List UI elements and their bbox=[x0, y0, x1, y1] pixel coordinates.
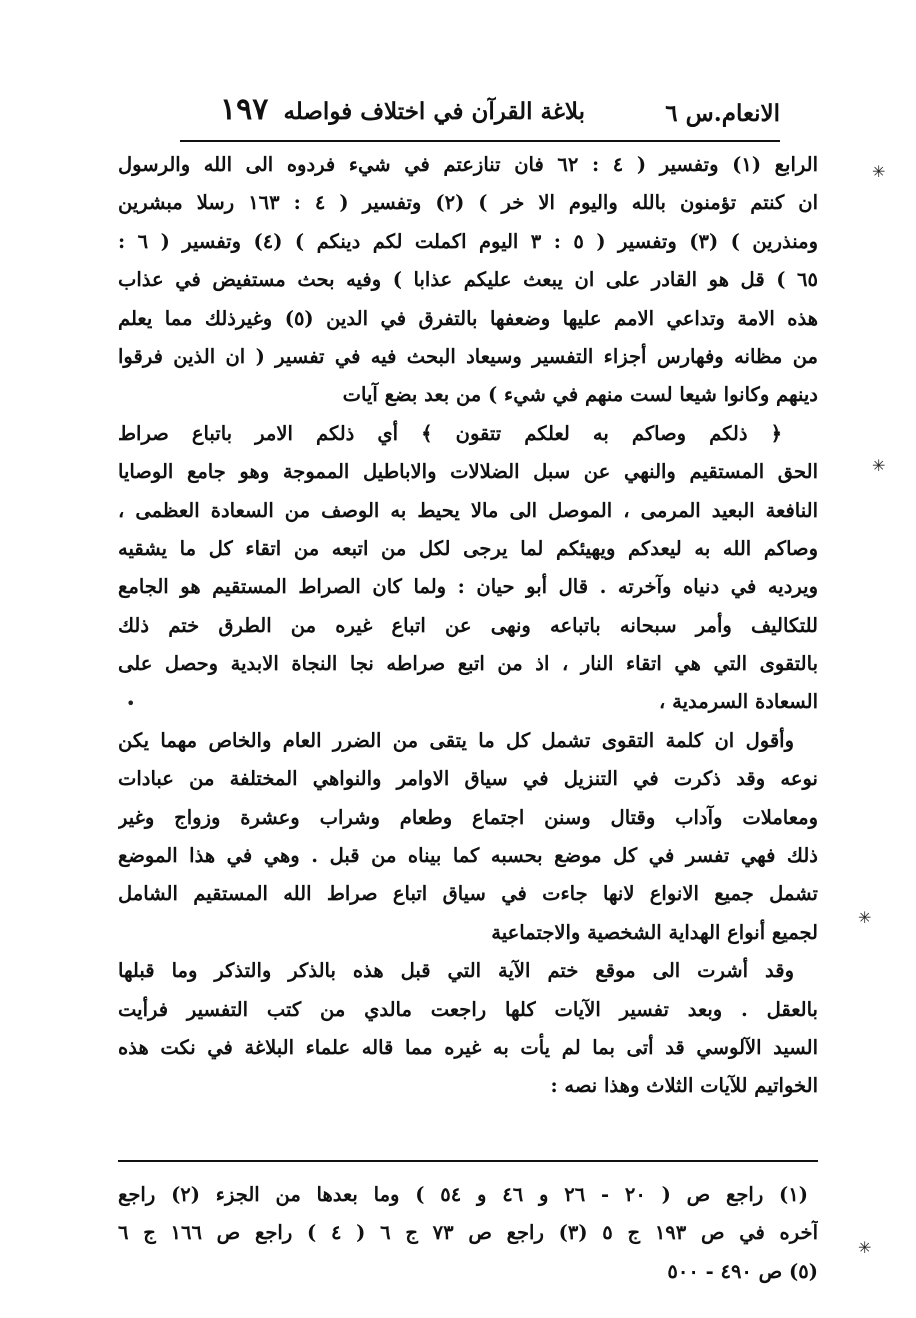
text-line: نوعه وقد ذكرت في التنزيل في سياق الاوامر والنواهي المختلفة من عبادات bbox=[118, 767, 818, 791]
page-header bbox=[180, 92, 780, 138]
page-number: ١٩٧ bbox=[220, 92, 269, 127]
text-line: وأقول ان كلمة التقوى تشمل كل ما يتقى من الضرر العام والخاص مهما يكن bbox=[118, 728, 794, 752]
text-line: ويرديه في دنياه وآخرته . قال أبو حيان : ولما كان الصراط المستقيم هو الجامع bbox=[118, 575, 818, 599]
text-line: السعادة السرمدية ، bbox=[659, 690, 818, 714]
text-line: من مظانه وفهارس أجزاء التفسير وسيعاد البحث فيه في تفسير ( ان الذين فرقوا bbox=[118, 344, 818, 368]
text-line: الحق المستقيم والنهي عن سبل الضلالات والاباطيل المموجة وهو جامع الوصايا bbox=[118, 460, 818, 484]
footnote-line: (١) راجع ص ( ٢٠ - ٢٦ و ٤٦ و ٥٤ ) وما بعدها من الجزء (٢) راجع bbox=[118, 1183, 809, 1206]
footnote-rule bbox=[118, 1160, 818, 1162]
margin-mark-icon: ✳ bbox=[872, 162, 886, 181]
text-line: ذلك فهي تفسر في كل موضع بحسبه كما بيناه من قبل . وهي في هذا الموضع bbox=[118, 844, 818, 868]
chapter-title: بلاغة القرآن في اختلاف فواصله bbox=[283, 98, 585, 125]
verse-line: ﴿ ذلكم وصاكم به لعلكم تتقون ﴾ أي ذلكم الامر باتباع صراط bbox=[118, 421, 782, 445]
margin-mark-icon: ✳ bbox=[858, 1238, 872, 1257]
footnote-line: (٥) ص ٤٩٠ - ٥٠٠ bbox=[667, 1259, 818, 1283]
header-rule bbox=[180, 140, 780, 142]
text-line: وقد أشرت الى موقع ختم الآية التي قبل هذه بالذكر والتذكر وما قبلها bbox=[118, 959, 794, 983]
surah-label: الانعام.س ٦ bbox=[665, 100, 780, 127]
text-line: ومعاملات وآداب وقتال وسنن اجتماع وطعام وشراب وعشرة وزواج وغير bbox=[118, 805, 818, 829]
margin-mark-icon: ✳ bbox=[858, 908, 872, 927]
text-line: السيد الآلوسي قد أتى بما لم يأت به غيره مما قاله علماء البلاغة في نكت هذه bbox=[118, 1035, 818, 1059]
body-text bbox=[118, 146, 818, 1106]
text-line: الخواتيم للآيات الثلاث وهذا نصه : bbox=[550, 1074, 818, 1098]
text-line: وصاكم الله به ليعدكم ويهيئكم لما يرجى لكل من اتبعه من اتقاء كل ما يشقيه bbox=[118, 536, 818, 560]
text-line: تشمل جميع الانواع لانها جاءت في سياق اتباع صراط الله المستقيم الشامل bbox=[118, 882, 818, 906]
text-line: ان كنتم تؤمنون بالله واليوم الا خر ) (٢) وتفسير ( ٤ : ١٦٣ رسلا مبشرين bbox=[118, 191, 818, 215]
text-line: النافعة البعيد المرمى ، الموصل الى مالا يحيط به الوصف من السعادة العظمى ، bbox=[118, 498, 818, 522]
text-line: ٦٥ ) قل هو القادر على ان يبعث عليكم عذابا ) وفيه بحث مستفيض في عذاب bbox=[118, 268, 818, 292]
text-line: بالعقل . وبعد تفسير الآيات كلها راجعت مالدي من كتب التفسير فرأيت bbox=[118, 997, 818, 1021]
margin-mark-icon: • bbox=[126, 694, 136, 713]
text-line: ومنذرين ) (٣) وتفسير ( ٥ : ٣ اليوم اكملت لكم دينكم ) (٤) وتفسير ( ٦ : bbox=[118, 229, 818, 253]
footnote-line: آخره في ص ١٩٣ ج ٥ (٣) راجع ص ٧٣ ج ٦ ( ٤ ) راجع ص ١٦٦ ج ٦ bbox=[118, 1221, 818, 1245]
text-line: لجميع أنواع الهداية الشخصية والاجتماعية bbox=[491, 920, 818, 944]
text-line: بالتقوى التي هي اتقاء النار ، اذ من اتبع صراطه نجا النجاة الابدية وحصل على bbox=[118, 652, 818, 676]
margin-mark-icon: ✳ bbox=[872, 456, 886, 475]
text-line: الرابع (١) وتفسير ( ٤ : ٦٢ فان تنازعتم في شيء فردوه الى الله والرسول bbox=[118, 153, 818, 176]
footnotes bbox=[118, 1176, 818, 1291]
text-line: للتكاليف وأمر سبحانه باتباعه ونهى عن اتباع غيره من الطرق ختم ذلك bbox=[118, 613, 818, 637]
text-line: هذه الامة وتداعي الامم عليها وضعفها بالتفرق في الدين (٥) وغيرذلك مما يعلم bbox=[118, 306, 818, 330]
text-line: دينهم وكانوا شيعا لست منهم في شيء ) من بعد بضع آيات bbox=[342, 383, 818, 407]
